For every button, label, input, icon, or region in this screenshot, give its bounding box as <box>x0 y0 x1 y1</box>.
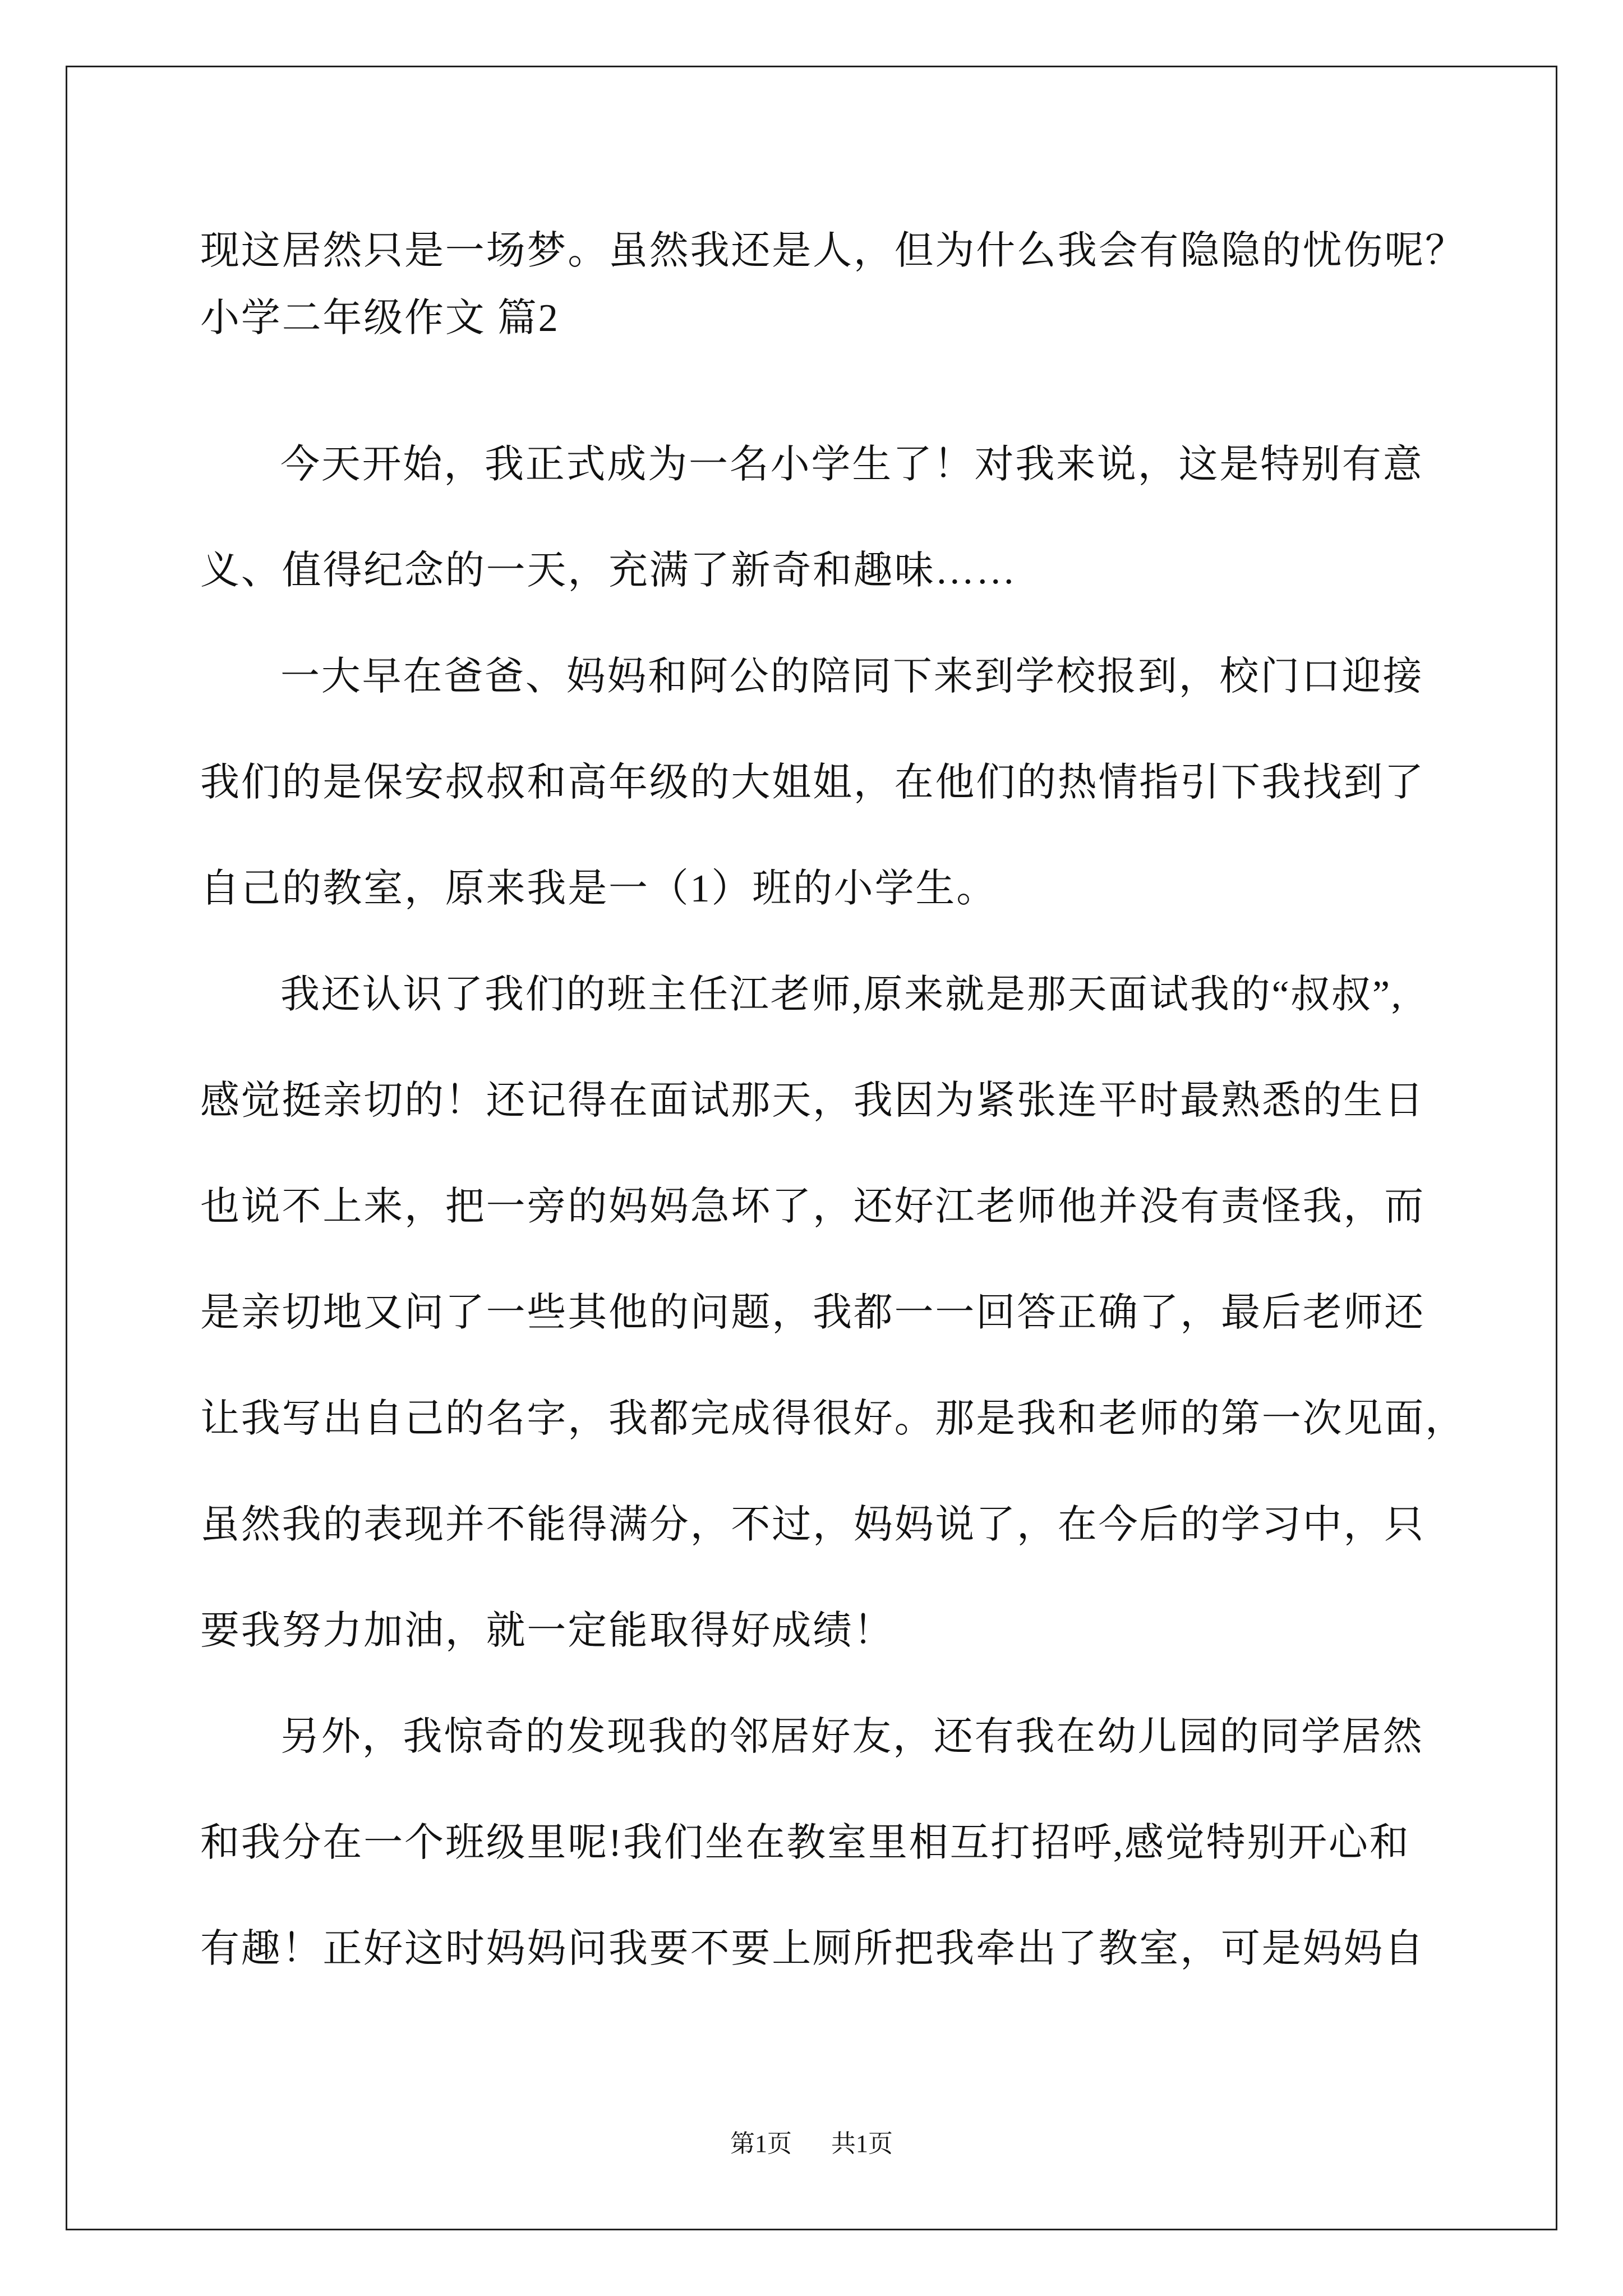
text-line: 要我努力加油，就一定能取得好成绩！ <box>200 1609 895 1653</box>
text-line: 自己的教室，原来我是一（1）班的小学生。 <box>200 867 997 910</box>
text-line: 义、值得纪念的一天，充满了新奇和趣味…… <box>200 549 1017 592</box>
text-line: 另外，我惊奇的发现我的邻居好友，还有我在幼儿园的同学居然 <box>280 1715 1424 1759</box>
text-line: 我还认识了我们的班主任江老师,原来就是那天面试我的“叔叔”, <box>280 973 1403 1016</box>
text-line: 感觉挺亲切的！还记得在面试那天，我因为紧张连平时最熟悉的生日 <box>200 1079 1425 1122</box>
page-total: 共1页 <box>831 2130 893 2157</box>
text-line: 有趣！正好这时妈妈问我要不要上厕所把我牵出了教室，可是妈妈自 <box>200 1927 1425 1971</box>
text-line: 我们的是保安叔叔和高年级的大姐姐，在他们的热情指引下我找到了 <box>200 761 1425 804</box>
text-line: 今天开始，我正式成为一名小学生了！对我来说，这是特别有意 <box>280 443 1424 486</box>
text-line: 也说不上来，把一旁的妈妈急坏了，还好江老师他并没有责怪我，而 <box>200 1185 1425 1228</box>
text-line: 现这居然只是一场梦。虽然我还是人，但为什么我会有隐隐的忧伤呢？ <box>200 229 1466 273</box>
text-line: 是亲切地又问了一些其他的问题，我都一一回答正确了，最后老师还 <box>200 1291 1425 1335</box>
page-border <box>66 66 1557 2230</box>
text-line: 一大早在爸爸、妈妈和阿公的陪同下来到学校报到，校门口迎接 <box>280 655 1424 698</box>
text-line: 让我写出自己的名字，我都完成得很好。那是我和老师的第一次见面， <box>200 1397 1466 1441</box>
text-line: 和我分在一个班级里呢!我们坐在教室里相互打招呼,感觉特别开心和 <box>200 1821 1410 1865</box>
page-number: 第1页 <box>730 2130 792 2157</box>
page-footer <box>0 2127 1623 2161</box>
section-heading: 小学二年级作文 篇2 <box>200 297 560 340</box>
text-line: 虽然我的表现并不能得满分，不过，妈妈说了，在今后的学习中，只 <box>200 1503 1425 1547</box>
